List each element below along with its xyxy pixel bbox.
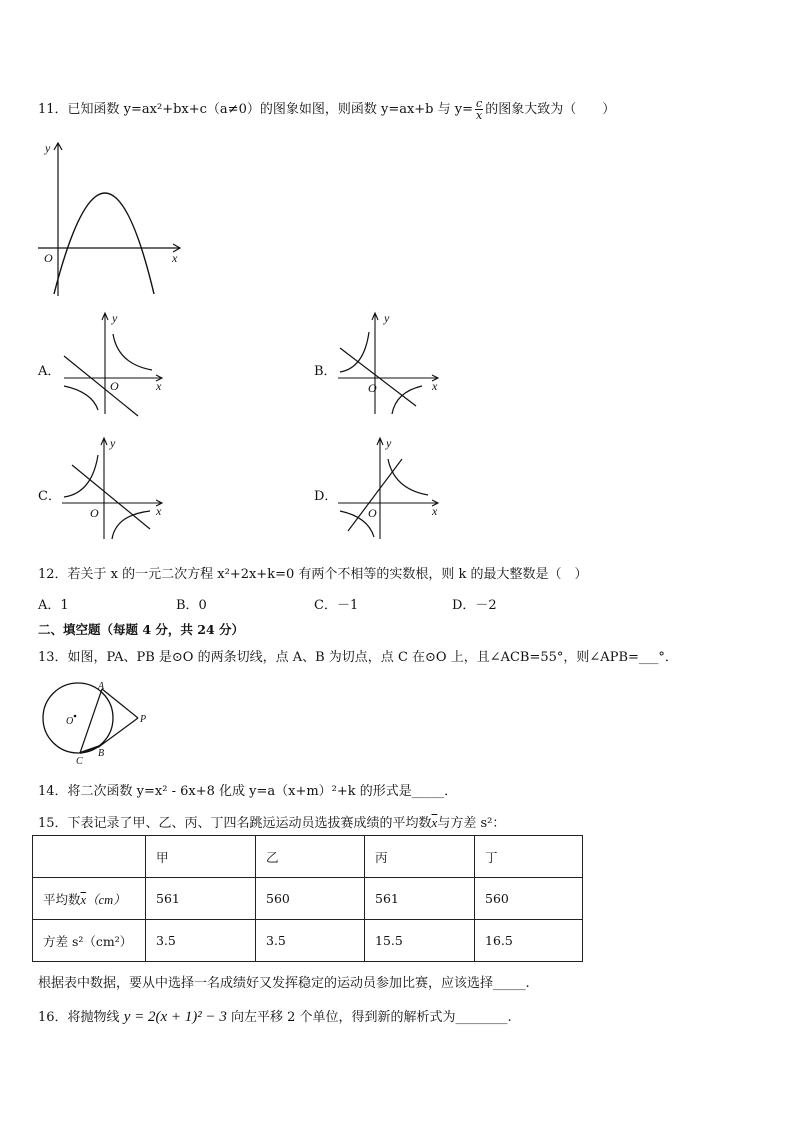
option-c-label[interactable]: C． bbox=[38, 489, 61, 504]
q12-choice-a[interactable]: A．1 bbox=[38, 598, 69, 613]
table-cell: 561 bbox=[365, 878, 475, 920]
section-heading: 二、填空题（每题 4 分，共 24 分） bbox=[38, 622, 245, 637]
option-b-label[interactable]: B． bbox=[314, 364, 337, 379]
q12-text: 12．若关于 x 的一元二次方程 x²+2x+k=0 有两个不相等的实数根，则 k 的最大整数是（ ） bbox=[38, 567, 588, 582]
y-label: y bbox=[110, 436, 116, 450]
q11-parabola-graph bbox=[30, 138, 190, 300]
hyperbola-branch bbox=[64, 386, 98, 410]
q12-choice-d[interactable]: D．－2 bbox=[452, 598, 497, 613]
parabola-curve bbox=[54, 193, 154, 294]
hyperbola-branch bbox=[392, 386, 422, 414]
hyperbola-branch bbox=[388, 459, 428, 495]
tangent-pb bbox=[100, 718, 138, 746]
origin-label: O bbox=[90, 506, 99, 520]
table-cell: 16.5 bbox=[475, 920, 583, 962]
table-header-cell: 丁 bbox=[475, 836, 583, 878]
table-header-row bbox=[33, 836, 583, 878]
y-label: y bbox=[45, 141, 51, 155]
line bbox=[348, 459, 402, 531]
q15-text-start: 15．下表记录了甲、乙、丙、丁四名跳远运动员选拔赛成绩的平均数 bbox=[38, 816, 432, 831]
x-label: x bbox=[432, 379, 438, 393]
label-p: P bbox=[140, 714, 147, 725]
y-label: y bbox=[386, 436, 392, 450]
mean-symbol: $\overline{x}$ bbox=[80, 892, 87, 907]
q11-suffix: 的图象大致为（ ） bbox=[485, 102, 616, 117]
x-label: x bbox=[156, 379, 162, 393]
fraction-numerator: c bbox=[476, 97, 483, 110]
q15-text-end: 与方差 s²： bbox=[437, 816, 506, 831]
hyperbola-branch bbox=[64, 455, 98, 497]
row-label-text: 平均数 bbox=[43, 891, 81, 907]
q12-choice-c[interactable]: C．－1 bbox=[314, 598, 359, 613]
option-d-graph bbox=[334, 435, 446, 545]
table-header-cell: 乙 bbox=[256, 836, 365, 878]
circle-o bbox=[43, 683, 113, 753]
row-label-mean bbox=[33, 878, 146, 920]
line bbox=[340, 348, 416, 406]
x-label: x bbox=[172, 251, 178, 265]
q15-after-text: 根据表中数据，要从中选择一名成绩好又发挥稳定的运动员参加比赛，应该选择_____. bbox=[38, 976, 530, 991]
x-label: x bbox=[432, 504, 438, 518]
label-c: C bbox=[76, 756, 83, 767]
option-d-label[interactable]: D． bbox=[314, 489, 338, 504]
q16-suffix: 向左平移 2 个单位，得到新的解析式为________. bbox=[231, 1010, 512, 1025]
q14-text: 14．将二次函数 y=x² - 6x+8 化成 y=a（x+m）²+k 的形式是_____． bbox=[38, 784, 458, 799]
q13-text: 13．如图，PA、PB 是⊙O 的两条切线，点 A、B 为切点，点 C 在⊙O 上，且∠ACB=55°，则∠APB=___°． bbox=[38, 650, 678, 665]
hyperbola-branch bbox=[113, 334, 152, 370]
x-label: x bbox=[156, 504, 162, 518]
q11-fraction bbox=[475, 98, 483, 121]
option-a-label[interactable]: A． bbox=[38, 364, 61, 379]
table-row bbox=[33, 878, 583, 920]
table-cell: 560 bbox=[475, 878, 583, 920]
option-c-graph bbox=[58, 435, 170, 545]
q12-choice-b[interactable]: B．0 bbox=[176, 598, 207, 613]
mean-symbol: $\overline{x}$ bbox=[431, 815, 438, 830]
table-cell: 3.5 bbox=[256, 920, 365, 962]
tangent-pa bbox=[102, 689, 138, 718]
option-b-graph bbox=[334, 310, 446, 420]
chord-cb bbox=[80, 746, 100, 753]
option-a-graph bbox=[58, 310, 170, 420]
q13-circle-figure bbox=[40, 678, 160, 768]
q16-text bbox=[38, 1006, 512, 1026]
q16-prefix: 16．将抛物线 bbox=[38, 1010, 120, 1025]
label-a: A bbox=[98, 681, 105, 692]
fraction-denominator: x bbox=[475, 109, 483, 122]
origin-label: O bbox=[110, 379, 119, 393]
table-cell: 560 bbox=[256, 878, 365, 920]
row-label-variance: 方差 s²（cm²） bbox=[33, 920, 146, 962]
table-cell: 561 bbox=[146, 878, 256, 920]
q16-formula: y = 2(x + 1)² − 3 bbox=[123, 1009, 227, 1025]
origin-label: O bbox=[368, 381, 377, 395]
q11-prefix: 11．已知函数 y=ax²+bx+c（a≠0）的图象如图，则函数 y=ax+b 与 y= bbox=[38, 102, 474, 117]
table-cell: 15.5 bbox=[365, 920, 475, 962]
origin-label: O bbox=[368, 506, 377, 520]
label-b: B bbox=[98, 748, 105, 759]
line bbox=[64, 356, 138, 416]
table-cell: 3.5 bbox=[146, 920, 256, 962]
y-label: y bbox=[112, 311, 118, 325]
table-row bbox=[33, 920, 583, 962]
table-cell bbox=[33, 836, 146, 878]
label-o: O bbox=[66, 716, 74, 727]
line bbox=[72, 465, 150, 529]
q11-text bbox=[38, 98, 615, 121]
table-header-cell: 甲 bbox=[146, 836, 256, 878]
row-label-unit: （cm） bbox=[86, 892, 126, 907]
chord-ac bbox=[80, 689, 102, 753]
data-table bbox=[32, 835, 583, 962]
q15-text bbox=[38, 812, 505, 831]
center-dot bbox=[74, 715, 77, 718]
origin-label: O bbox=[44, 251, 53, 265]
table-header-cell: 丙 bbox=[365, 836, 475, 878]
y-label: y bbox=[384, 311, 390, 325]
